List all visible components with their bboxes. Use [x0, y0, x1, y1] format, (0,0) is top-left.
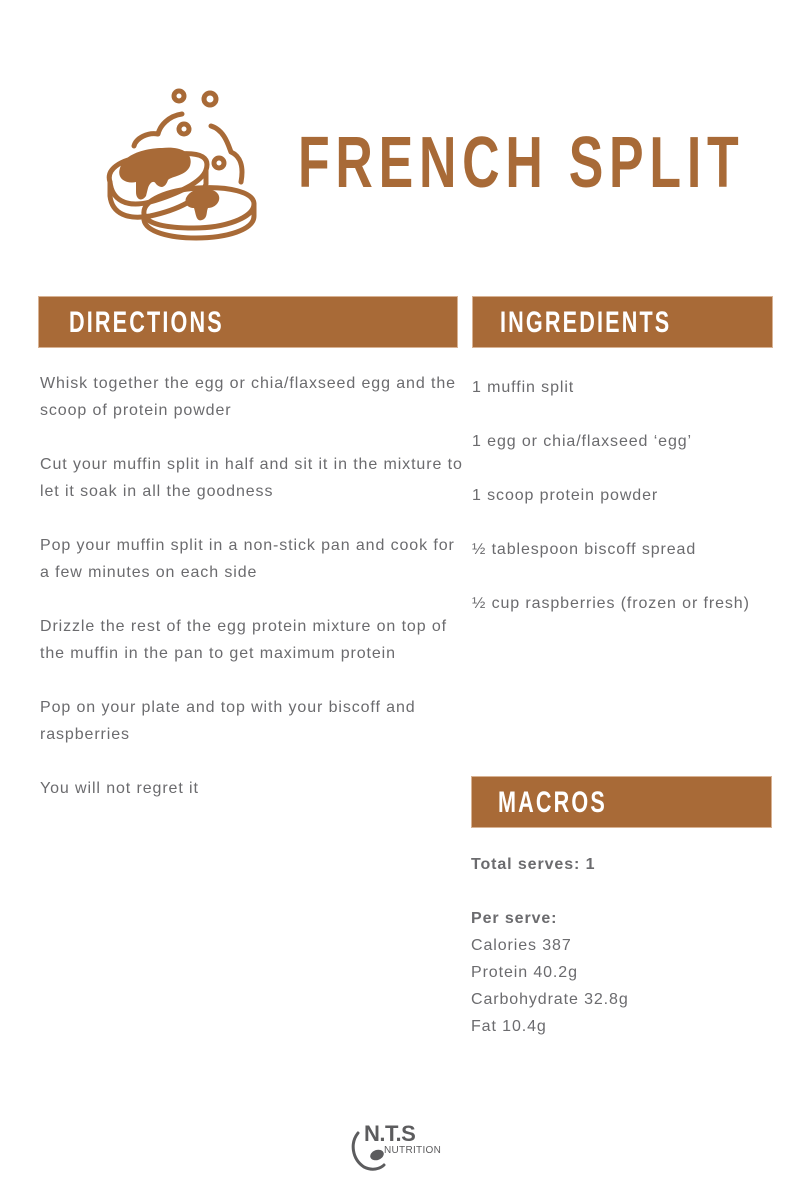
macro-calories: Calories 387 [471, 937, 572, 954]
macros-header [471, 776, 772, 828]
ingredient-item: ½ tablespoon biscoff spread [472, 541, 697, 558]
direction-step: Pop on your plate and top with your biscoff and raspberries [40, 699, 416, 743]
directions-header [38, 296, 458, 348]
direction-step: Drizzle the rest of the egg protein mixture on top of the muffin in the pan to get maximum protein [40, 618, 447, 662]
macro-fat: Fat 10.4g [471, 1018, 547, 1035]
direction-step: Pop your muffin split in a non-stick pan and cook for a few minutes on each side [40, 537, 455, 581]
ingredient-item: ½ cup raspberries (frozen or fresh) [472, 595, 750, 612]
page-title: FRENCH SPLIT [298, 123, 745, 203]
logo-sub-text: NUTRITION [384, 1145, 442, 1156]
directions-list [40, 370, 465, 829]
ingredients-header-label: INGREDIENTS [500, 306, 672, 339]
ingredient-item: 1 egg or chia/flaxseed ‘egg’ [472, 433, 692, 450]
per-serve-label: Per serve: [471, 910, 558, 927]
ingredients-header [472, 296, 773, 348]
direction-step: Whisk together the egg or chia/flaxseed egg and the scoop of protein powder [40, 375, 456, 419]
macros-header-label: MACROS [498, 786, 607, 819]
french-toast-icon [98, 86, 258, 242]
direction-step: Cut your muffin split in half and sit it in the mixture to let it soak in all the goodness [40, 456, 463, 500]
nts-nutrition-logo [350, 1121, 454, 1171]
directions-header-label: DIRECTIONS [69, 306, 224, 339]
ingredient-item: 1 muffin split [472, 379, 575, 396]
logo-main-text: N.T.S [364, 1121, 416, 1146]
ingredients-list [472, 374, 792, 644]
macros-panel [471, 851, 771, 1040]
total-serves: Total serves: 1 [471, 856, 596, 873]
ingredient-item: 1 scoop protein powder [472, 487, 659, 504]
macro-protein: Protein 40.2g [471, 964, 578, 981]
direction-step: You will not regret it [40, 780, 199, 797]
macro-carbohydrate: Carbohydrate 32.8g [471, 991, 629, 1008]
